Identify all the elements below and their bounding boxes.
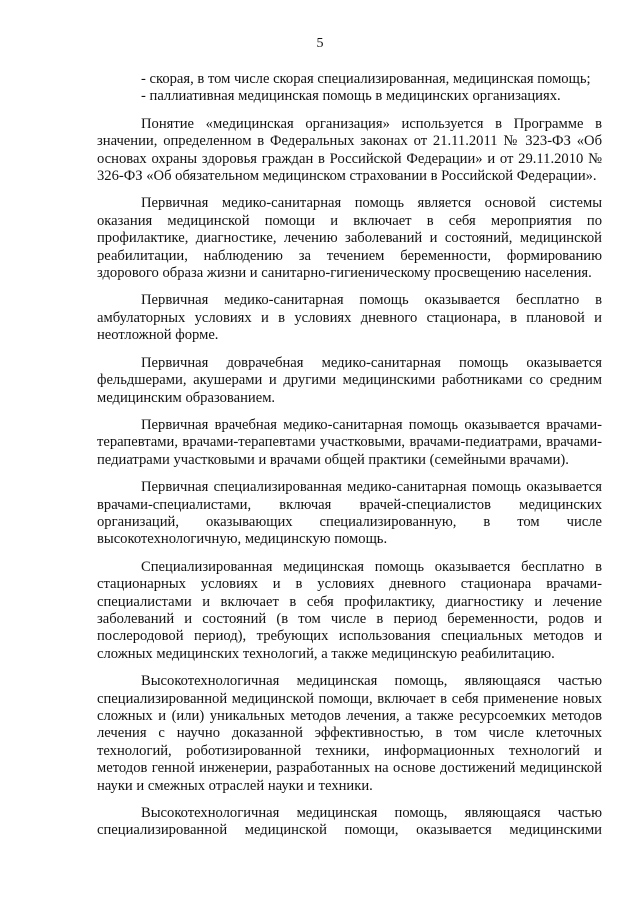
- paragraph-specialized-care: Специализированная медицинская помощь оказывается бесплатно в стационарных условиях и в условиях дневного стационара врачами-специалистами и включает в себя профилактику, диагностику и лечение заболеваний и состояний (в том числе в период беременности, родов и послеродовой период), требующих использования специальных методов и сложных медицинских технологий, а также медицинскую реабилитацию.: [97, 558, 602, 662]
- document-body: [97, 71, 602, 840]
- page-number: 5: [316, 36, 324, 51]
- paragraph-primary-care-free: Первичная медико-санитарная помощь оказывается бесплатно в амбулаторных условиях и в условиях дневного стационара, в плановой и неотложной форме.: [97, 292, 602, 344]
- paragraph-pre-doctor-care: Первичная доврачебная медико-санитарная помощь оказывается фельдшерами, акушерами и другими медицинскими работниками со средним медицинским образованием.: [97, 354, 602, 406]
- paragraph-doctor-care: Первичная врачебная медико-санитарная помощь оказывается врачами-терапевтами, врачами-терапевтами участковыми, врачами-педиатрами, врачами-педиатрами участковыми и врачами общей практики (семейными врачами).: [97, 416, 602, 468]
- paragraph-high-tech-care-provision: Высокотехнологичная медицинская помощь, являющаяся частью специализированной медицинской помощи, оказывается медицинскими: [97, 805, 602, 839]
- paragraph-emergency-care: - скорая, в том числе скорая специализированная, медицинская помощь;: [141, 71, 591, 87]
- paragraph-medical-organization: Понятие «медицинская организация» используется в Программе в значении, определенном в Федеральных законах от 21.11.2011 № 323-ФЗ «Об основах охраны здоровья граждан в Российской Федерации» и от 29.11.2010 № 326-ФЗ «Об обязательном медицинском страховании в Российской Федерации».: [97, 115, 602, 185]
- paragraph-palliative-care: - паллиативная медицинская помощь в медицинских организациях.: [141, 88, 561, 105]
- paragraph-specialized-primary-care: Первичная специализированная медико-санитарная помощь оказывается врачами-специалистами, включая врачей-специалистов медицинских организаций, оказывающих специализированную, в том числе высокотехнологичную, медицинскую помощь.: [97, 479, 602, 548]
- paragraph-primary-care-basis: Первичная медико-санитарная помощь является основой системы оказания медицинской помощи и включает в себя мероприятия по профилактике, диагностике, лечению заболеваний и состояний, медицинской реабилитации, наблюдению за течением беременности, формированию здорового образа жизни и санитарно-гигиеническому просвещению населения.: [97, 195, 602, 282]
- paragraph-high-tech-care: Высокотехнологичная медицинская помощь, являющаяся частью специализированной медицинской помощи, включает в себя применение новых сложных и (или) уникальных методов лечения, а также ресурсоемких методов лечения с научно доказанной эффективностью, в том числе клеточных технологий, роботизированной техники, информационных технологий и методов генной инженерии, разработанных на основе достижений медицинской науки и смежных отраслей науки и техники.: [97, 673, 602, 794]
